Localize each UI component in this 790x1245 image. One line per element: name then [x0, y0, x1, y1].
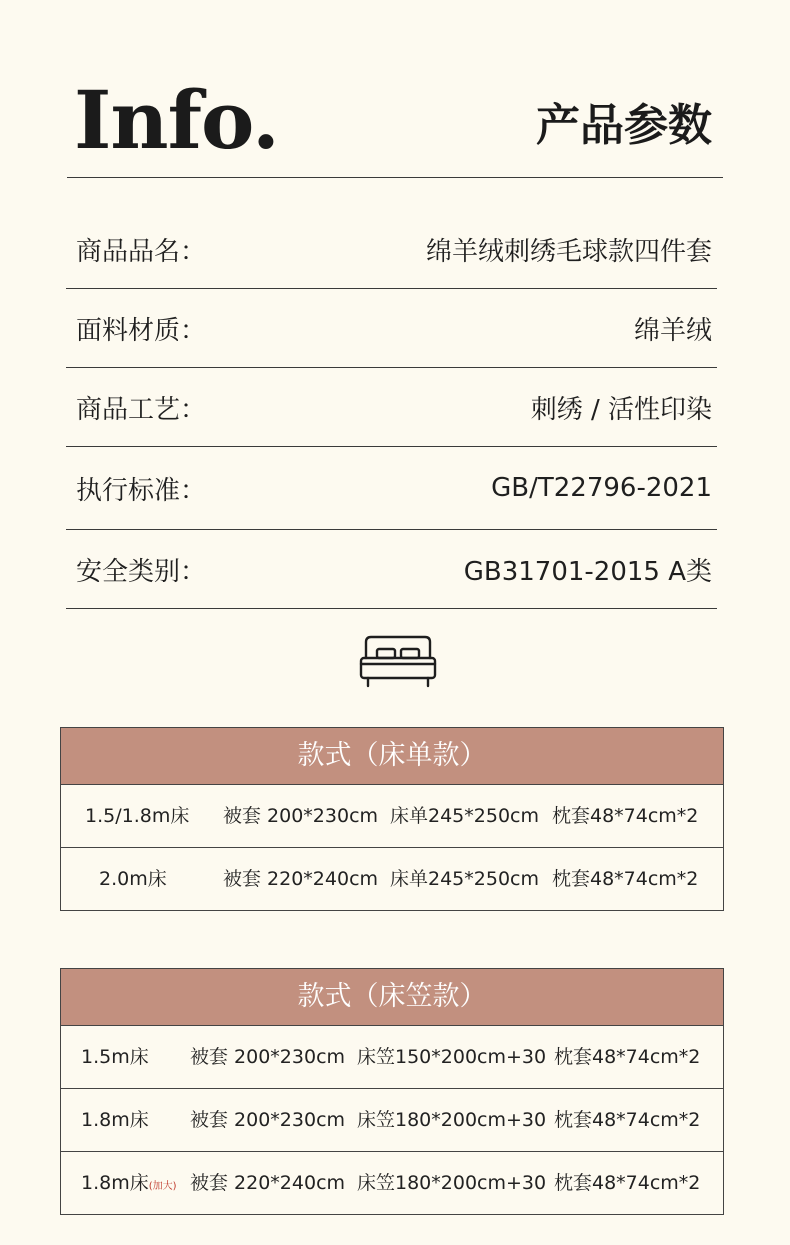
- fitted-sheet-cell: 床笠180*200cm+30: [357, 1109, 547, 1131]
- info-value: 刺绣 / 活性印染: [530, 394, 712, 425]
- size-cell: 1.5/1.8m床: [85, 805, 190, 827]
- table-title: 款式（床单款）: [61, 728, 723, 785]
- duvet-cell: 被套 200*230cm: [190, 1046, 346, 1068]
- info-label: 商品品名：: [76, 236, 207, 267]
- size-text: 1.8m床: [81, 1109, 149, 1131]
- info-row-safety: [66, 530, 717, 609]
- size-note: (加大): [148, 1181, 177, 1192]
- table-row: [61, 1152, 723, 1214]
- info-value: GB31701-2015 A类: [463, 556, 712, 587]
- pillow-cell: 枕套48*74cm*2: [554, 1046, 701, 1068]
- fitted-sheet-cell: 床笠150*200cm+30: [357, 1046, 547, 1068]
- table-row: [61, 1089, 723, 1152]
- info-row-standard: [66, 447, 717, 530]
- pillow-cell: 枕套48*74cm*2: [554, 1109, 701, 1131]
- table-title: 款式（床笠款）: [61, 969, 723, 1026]
- info-value: 绵羊绒刺绣毛球款四件套: [425, 236, 712, 267]
- fitted-style-table: [60, 968, 724, 1215]
- info-row-craft: [66, 368, 717, 447]
- table-row: [61, 785, 723, 848]
- sheet-cell: 床单245*250cm: [390, 805, 539, 827]
- size-cell: [81, 1152, 177, 1218]
- page-title-en: Info.: [74, 73, 279, 167]
- page-title-cn: 产品参数: [536, 100, 712, 151]
- info-value: GB/T22796-2021: [491, 473, 712, 503]
- size-cell: [81, 1089, 149, 1155]
- duvet-cell: 被套 200*230cm: [223, 805, 379, 827]
- table-row: [61, 1026, 723, 1089]
- sheet-cell: 床单245*250cm: [390, 868, 539, 890]
- info-row-name: [66, 210, 717, 289]
- fitted-sheet-cell: 床笠180*200cm+30: [357, 1172, 547, 1194]
- bed-icon: [358, 634, 438, 690]
- info-label: 商品工艺：: [76, 394, 207, 425]
- pillow-cell: 枕套48*74cm*2: [552, 868, 699, 890]
- pillow-cell: 枕套48*74cm*2: [552, 805, 699, 827]
- size-text: 1.5m床: [81, 1046, 149, 1068]
- info-value: 绵羊绒: [633, 315, 712, 346]
- size-cell: 2.0m床: [99, 868, 167, 890]
- title-divider: [67, 177, 723, 178]
- info-label: 面料材质：: [76, 315, 207, 346]
- duvet-cell: 被套 220*240cm: [223, 868, 379, 890]
- sheet-style-table: [60, 727, 724, 911]
- info-label: 安全类别：: [76, 556, 207, 587]
- info-label: 执行标准：: [76, 475, 207, 506]
- duvet-cell: 被套 220*240cm: [190, 1172, 346, 1194]
- duvet-cell: 被套 200*230cm: [190, 1109, 346, 1131]
- info-row-material: [66, 289, 717, 368]
- pillow-cell: 枕套48*74cm*2: [554, 1172, 701, 1194]
- size-cell: [81, 1026, 149, 1092]
- info-list: [66, 210, 717, 609]
- table-row: [61, 848, 723, 910]
- size-text: 1.8m床: [81, 1172, 149, 1194]
